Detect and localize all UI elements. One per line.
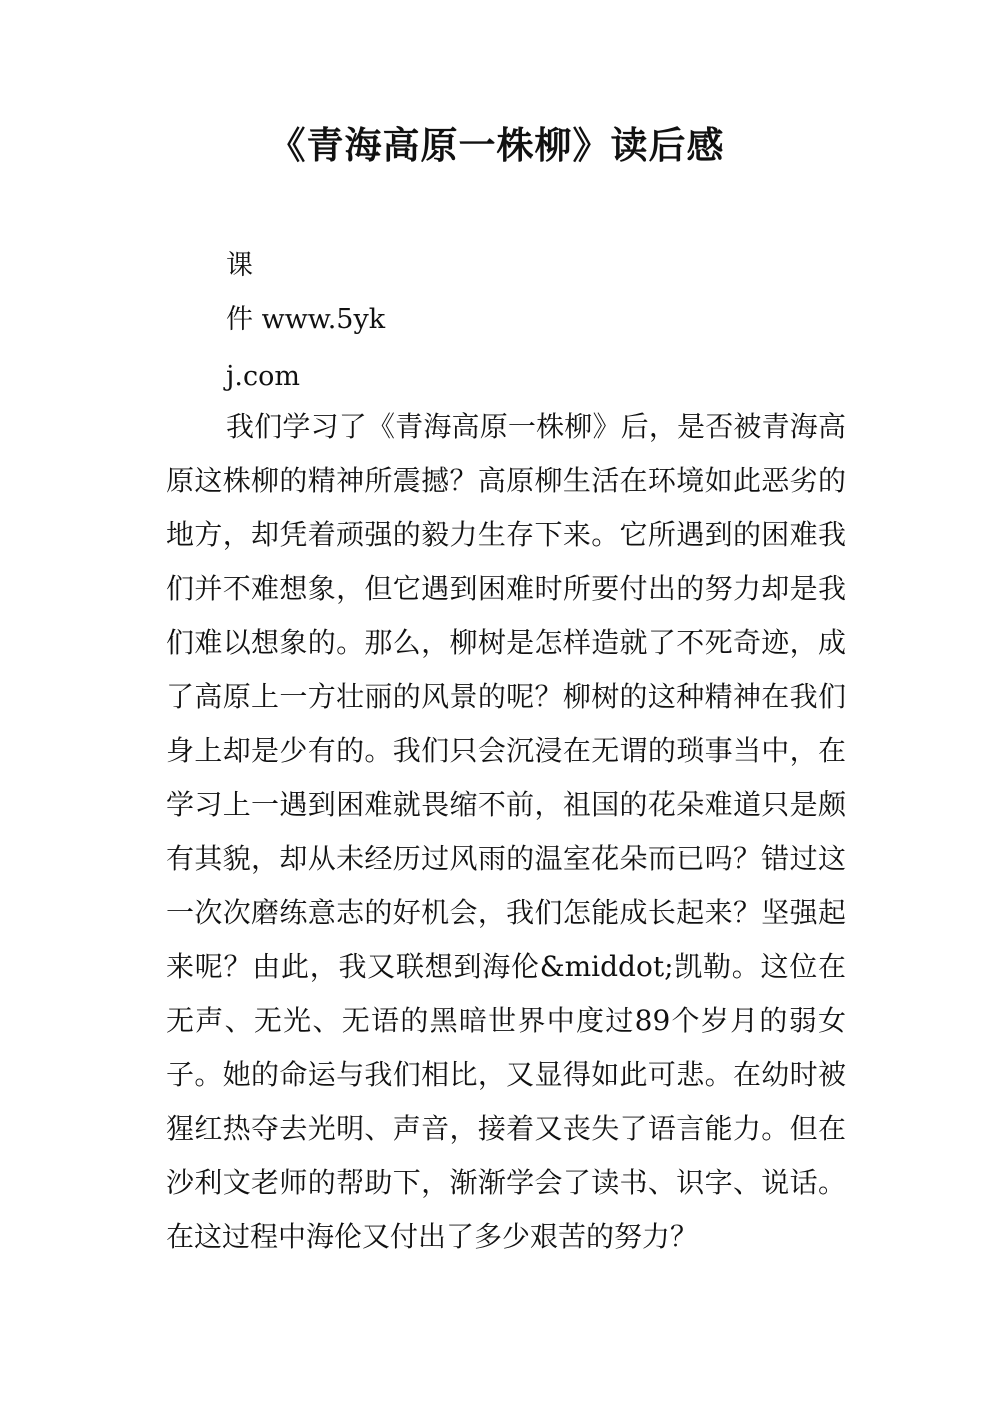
body-paragraph: 我们学习了《青海高原一株柳》后，是否被青海高原这株柳的精神所震撼？高原柳生活在环境如此恶劣的地方，却凭着顽强的毅力生存下来。它所遇到的困难我们并不难想象，但它遇到困难时所要付出的努力却是我们难以想象的。那么，柳树是怎样造就了不死奇迹，成了高原上一方壮丽的风景的呢？柳树的这种精神在我们身上却是少有的。我们只会沉浸在无谓的琐事当中，在学习上一遇到困难就畏缩不前，祖国的花朵难道只是颇有其貌，却从未经历过风雨的温室花朵而已吗？错过这一次次磨练意志的好机会，我们怎能成长起来？坚强起来呢？由此，我又联想到海伦&middot;凯勒。这位在无声、无光、无语的黑暗世界中度过89个岁月的弱女子。她的命运与我们相比，又显得如此可悲。在幼时被猩红热夺去光明、声音，接着又丧失了语言能力。但在沙利文老师的帮助下，渐渐学会了读书、识字、说话。在这过程中海伦又付出了多少艰苦的努力？ [166, 410, 846, 1253]
source-line-1: 课 [226, 250, 253, 281]
document-title: 《青海高原一株柳》读后感 [268, 124, 725, 167]
source-line-3: j.com [226, 361, 300, 392]
source-line-2: 件 www.5yk [226, 304, 386, 335]
